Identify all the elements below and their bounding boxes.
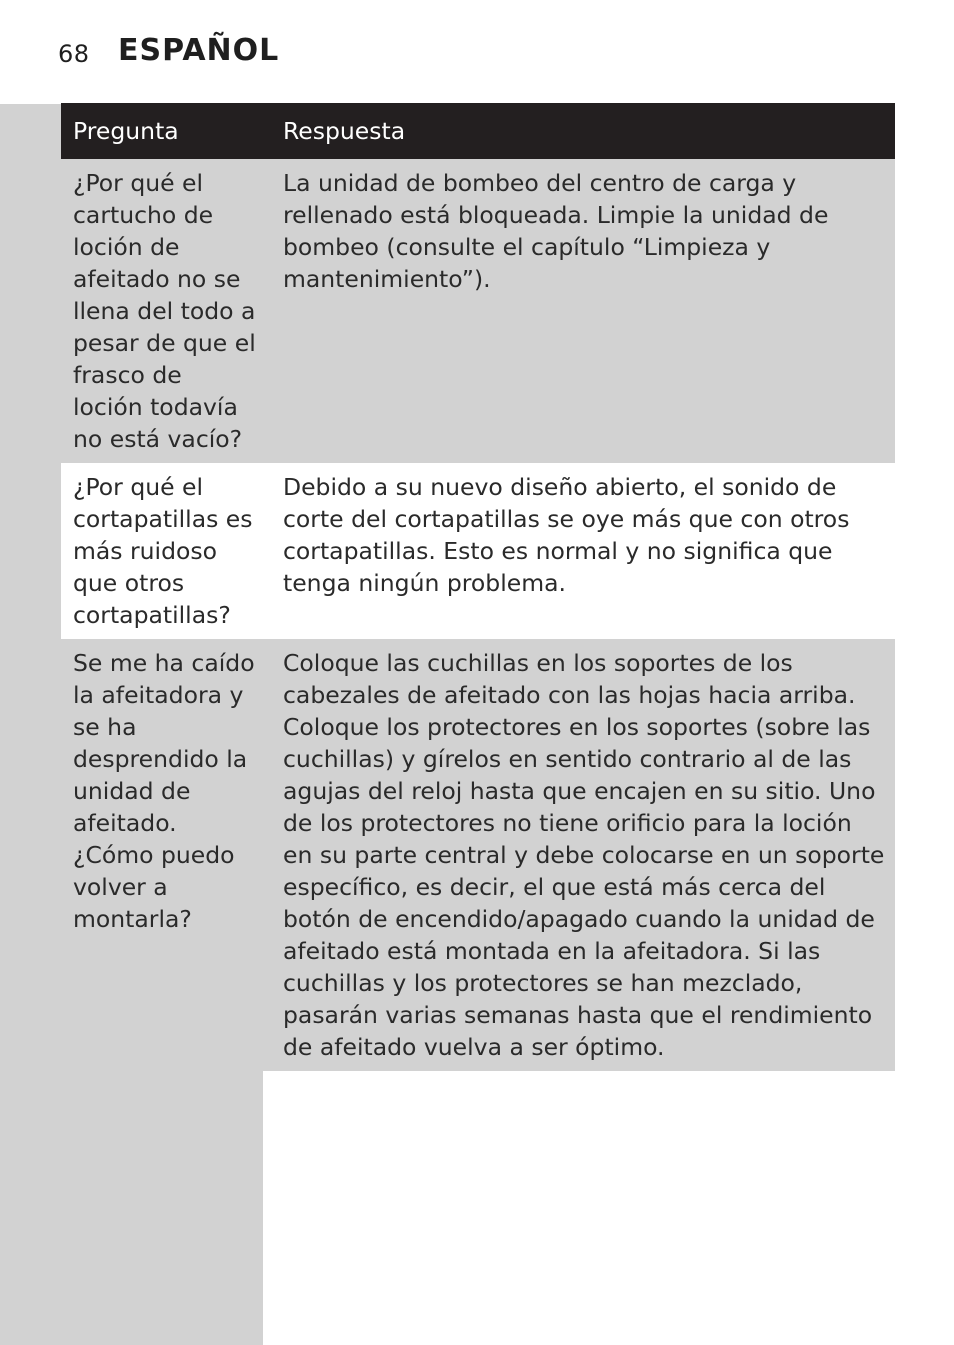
table-row xyxy=(61,639,895,1071)
page-number: 68 xyxy=(58,40,90,68)
section-title: ESPAÑOL xyxy=(118,33,280,68)
question-cell: ¿Por qué el cortapatillas es más ruidoso que otros cortapatillas? xyxy=(61,463,263,639)
question-cell: Se me ha caído la afeitadora y se ha desprendido la unidad de afeitado. ¿Cómo puedo volver a montarla? xyxy=(61,639,263,1071)
answer-column-header: Respuesta xyxy=(263,103,895,159)
question-cell: ¿Por qué el cartucho de loción de afeitado no se llena del todo a pesar de que el frasco de loción todavía no está vacío? xyxy=(61,159,263,463)
question-column-header: Pregunta xyxy=(61,103,263,159)
table-row xyxy=(61,463,895,639)
answer-cell: Debido a su nuevo diseño abierto, el sonido de corte del cortapatillas se oye más que con otros cortapatillas. Esto es normal y no significa que tenga ningún problema. xyxy=(263,463,895,639)
faq-table xyxy=(61,103,895,1071)
table-header-row xyxy=(61,103,895,159)
answer-cell: Coloque las cuchillas en los soportes de los cabezales de afeitado con las hojas hacia arriba. Coloque los protectores en los soportes (sobre las cuchillas) y gírelos en sentido contrario al de las agujas del reloj hasta que encajen en su sitio. Uno de los protectores no tiene orificio para la loción en su parte central y debe colocarse en un soporte específico, es decir, el que está más cerca del botón de encendido/apagado cuando la unidad de afeitado está montada en la afeitadora. Si las cuchillas y los protectores se han mezclado, pasarán varias semanas hasta que el rendimiento de afeitado vuelva a ser óptimo. xyxy=(263,639,895,1071)
answer-cell: La unidad de bombeo del centro de carga y rellenado está bloqueada. Limpie la unidad de bombeo (consulte el capítulo “Limpieza y mantenimiento”). xyxy=(263,159,895,463)
table-row xyxy=(61,159,895,463)
